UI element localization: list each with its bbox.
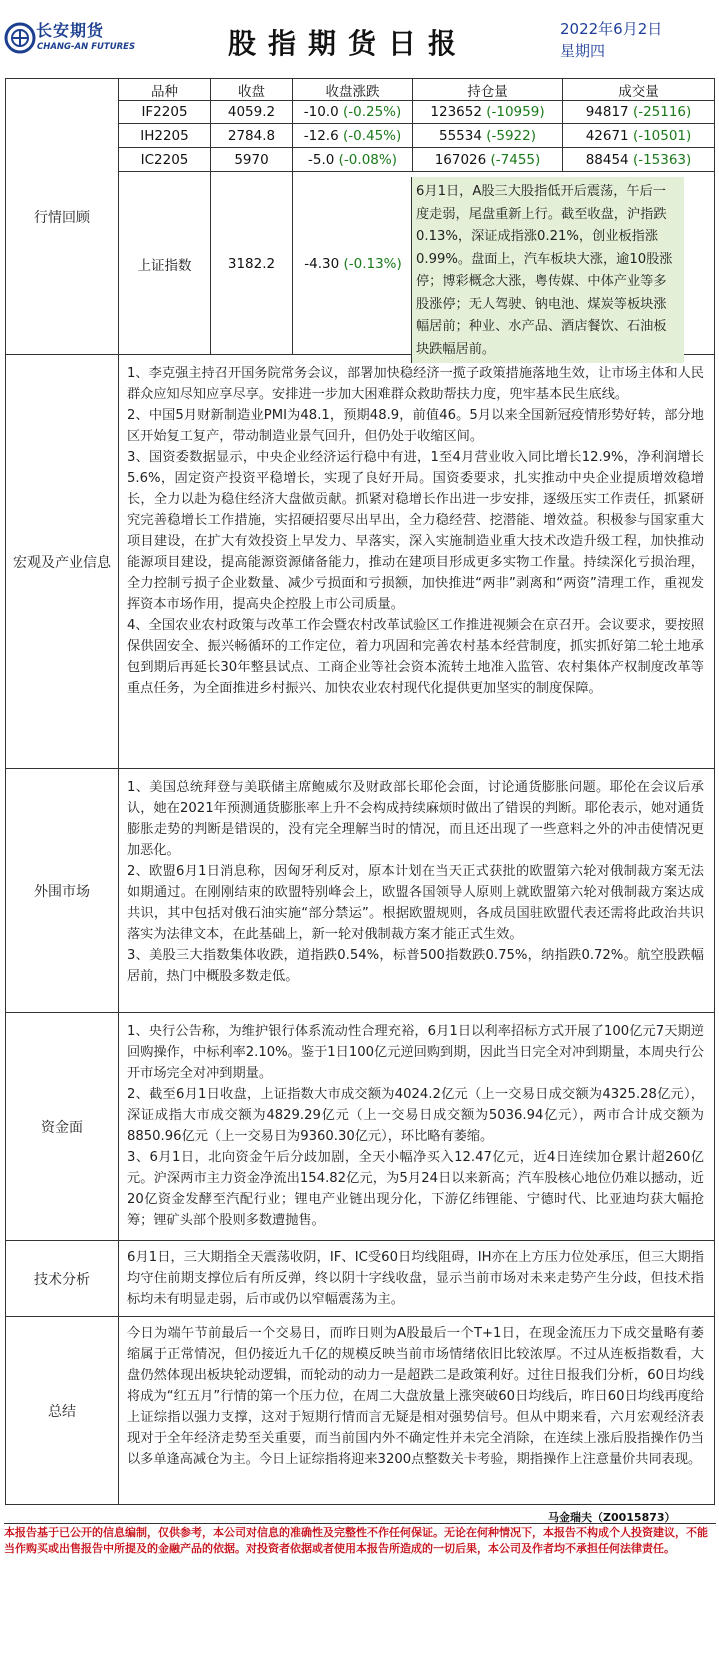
- volume-change: (-10501): [632, 127, 692, 144]
- col-header-volume: 成交量: [618, 83, 659, 100]
- author-signature: 马金瑞夫（Z0015873）: [548, 1511, 676, 1524]
- funds-content: [119, 1013, 714, 1240]
- macro-paragraph: 2、中国5月财新制造业PMI为48.1，预期48.9，前值46。5月以来全国新冠疫情形势好转，部分地区开始复工复产，带动制造业景气回升，但仍处于收缩区间。: [127, 408, 704, 444]
- tech-paragraph: 6月1日，三大期指全天震荡收阴，IF、IC受60日均线阻碍，IH亦在上方压力位处承压，但三大期指均守住前期支撑位后有所反弹，终以阴十字线收盘，显示当前市场对未来走势产生分歧，但技术指标均未有明显走弱，后市或仍以窄幅震荡为主。: [127, 1250, 704, 1307]
- report-date-block: [560, 18, 662, 62]
- market-review-text: 6月1日，A股三大股指低开后震荡，午后一度走弱，尾盘重新上行。截至收盘，沪指跌0.13%，深证成指涨0.21%，创业板指涨0.99%。盘面上，汽车板块大涨，逾10股涨停；博彩概念大涨，粤传媒、中体产业等多股涨停；无人驾驶、钠电池、煤炭等板块涨幅居前；种业、水产品、酒店餐饮、石油板块跌幅居前。: [411, 177, 684, 363]
- company-name-en: CHANG-AN FUTURES: [37, 42, 136, 52]
- oi-change: (-7455): [490, 151, 541, 168]
- summary-paragraph: 今日为端午节前最后一个交易日，而昨日则为A股最后一个T+1日，在现金流压力下成交量略有萎缩属于正常情况，但仍接近九千亿的规模反映当前市场情绪依旧比较浓厚。不过从连板指数看，大盘仍然体现出板块轮动逻辑，而轮动的动力一是超跌二是政策利好。过往日报我们分析，60日均线将成为“红五月”行情的第一个压力位，在周二大盘放量上涨突破60日均线后，昨日60日均线再度给上证综指以强力支撑，这对于短期行情而言无疑是相对强势信号。但从中期来看，六月宏观经济表现对于全年经济走势至关重要，而当前国内外不确定性并未完全消除，在连续上涨后股指操作仍当以多单逢高减仓为主。今日上证综指将迎来3200点整数关卡考验，期指操作上注意量价共同表现。: [127, 1326, 704, 1467]
- col-header-oi: 持仓量: [413, 79, 563, 100]
- contract-change: [293, 101, 413, 123]
- change-value: -12.6: [303, 127, 339, 144]
- contract-volume: [563, 101, 714, 123]
- volume-value: 88454: [585, 151, 629, 168]
- tech-section: [6, 1241, 714, 1317]
- index-change-pct: (-0.13%): [343, 255, 402, 272]
- contract-name: IH2205: [119, 124, 211, 147]
- report-grid: [5, 78, 715, 1505]
- foreign-section: [6, 769, 714, 1013]
- foreign-paragraph: 1、美国总统拜登与美联储主席鲍威尔及财政部长耶伦会面，讨论通货膨胀问题。耶伦在会议后承认，她在2021年预测通货膨胀率上升不会构成持续麻烦时做出了错误的判断。耶伦表示，她对通货膨胀走势的判断是错误的，没有完全理解当时的情况，而且还出现了一些意料之外的冲击使情况更加恶化。: [127, 780, 704, 858]
- foreign-paragraph: 3、美股三大指数集体收跌，道指跌0.54%，标普500指数跌0.75%，纳指跌0.72%。航空股跌幅居前，热门中概股多数走低。: [127, 948, 704, 984]
- contract-oi: [413, 124, 563, 147]
- oi-value: 167026: [434, 151, 487, 168]
- macro-paragraph: 1、李克强主持召开国务院常务会议，部署加快稳经济一揽子政策措施落地生效，让市场主体和人民群众应知尽知应享尽享。安排进一步加大困难群众救助帮扶力度，兜牢基本民生底线。: [127, 366, 704, 402]
- macro-paragraph: 4、全国农业农村政策与改革工作会暨农村改革试验区工作推进视频会在京召开。会议要求，要按照保供固安全、振兴畅循环的工作定位，着力巩固和完善农村基本经营制度，抓实抓好第二轮土地承包到期后再延长30年整县试点、工商企业等社会资本流转土地准入监管、农村集体产权制度改革等重点任务，为全面推进乡村振兴、加快农业农村现代化提供更加坚实的制度保障。: [127, 618, 704, 696]
- section-label-summary: 总结: [6, 1317, 119, 1504]
- contract-oi: [413, 101, 563, 123]
- change-value: -5.0: [308, 151, 335, 168]
- index-name: 上证指数: [119, 172, 211, 355]
- market-section: [6, 79, 714, 355]
- report-title: 股指期货日报: [228, 27, 469, 60]
- index-change: [293, 172, 413, 355]
- volume-value: 94817: [585, 104, 629, 120]
- volume-change: (-15363): [632, 151, 692, 168]
- index-change-value: -4.30: [304, 255, 340, 272]
- table-row: [119, 101, 714, 124]
- change-value: -10.0: [303, 104, 339, 120]
- col-header-change: 收盘涨跌: [293, 79, 413, 100]
- contract-close: 5970: [211, 148, 293, 171]
- volume-change: (-25116): [632, 104, 692, 120]
- foreign-content: [119, 769, 714, 1012]
- macro-content: [119, 355, 714, 768]
- oi-value: 123652: [430, 104, 482, 120]
- contract-oi: [413, 148, 563, 171]
- section-label-tech: 技术分析: [6, 1241, 119, 1316]
- funds-paragraph: 2、截至6月1日收盘，上证指数大市成交额为4024.2亿元（上一交易日成交额为4325.28亿元），深证成指大市成交额为4829.29亿元（上一交易日成交额为5036.94亿元），两市合计成交额为8850.96亿元（上一交易日为9360.30亿元），环比略有萎缩。: [127, 1087, 704, 1144]
- summary-section: [6, 1317, 714, 1504]
- oi-change: (-10959): [486, 104, 545, 120]
- report-weekday: 星期四: [560, 42, 606, 60]
- contract-change: [293, 148, 413, 171]
- section-label-funds: 资金面: [6, 1013, 119, 1240]
- table-row: [119, 148, 714, 172]
- table-row: [119, 124, 714, 148]
- market-header-row: [119, 79, 714, 101]
- contract-change: [293, 124, 413, 147]
- macro-section: [6, 355, 714, 769]
- change-pct: (-0.25%): [342, 104, 402, 120]
- section-label-foreign: 外围市场: [6, 769, 119, 1012]
- contract-close: 4059.2: [211, 101, 293, 123]
- report-header: [0, 0, 719, 78]
- index-close: 3182.2: [211, 172, 293, 355]
- section-label-market: 行情回顾: [6, 79, 119, 354]
- contract-volume: [563, 148, 714, 171]
- change-pct: (-0.08%): [338, 151, 397, 168]
- col-header-name: 品种: [119, 79, 211, 100]
- contract-volume: [563, 124, 714, 147]
- contract-close: 2784.8: [211, 124, 293, 147]
- company-name-cn: 长安期货: [36, 21, 105, 40]
- col-header-close: 收盘: [211, 79, 293, 100]
- volume-value: 42671: [585, 127, 629, 144]
- report-date: 2022年6月2日: [560, 20, 663, 38]
- summary-content: [119, 1317, 714, 1504]
- tech-content: [119, 1241, 714, 1316]
- funds-paragraph: 3、6月1日，北向资金午后分歧加剧，全天小幅净买入12.47亿元，近4日连续加仓累计超260亿元。沪深两市主力资金净流出154.82亿元，为5月24日以来新高；汽车股核心地位仍难以撼动，近20亿资金发酵至汽配行业；锂电产业链出现分化，下游亿纬锂能、宁德时代、比亚迪均获大幅抢筹；锂矿头部个股则多数遭抛售。: [127, 1150, 704, 1228]
- disclaimer-text: 本报告基于已公开的信息编制，仅供参考，本公司对信息的准确性及完整性不作任何保证。无论在何种情况下，本报告不构成个人投资建议，不能当作购买或出售报告中所提及的金融产品的依据。对投资者依据或者使用本报告所造成的一切后果，本公司及作者均不承担任何法律责任。: [4, 1523, 716, 1557]
- foreign-paragraph: 2、欧盟6月1日消息称，因匈牙利反对，原本计划在当天正式获批的欧盟第六轮对俄制裁方案无法如期通过。在刚刚结束的欧盟特别峰会上，欧盟各国领导人原则上就欧盟第六轮对俄制裁方案达成共识，其中包括对俄石油实施“部分禁运”。根据欧盟规则，各成员国驻欧盟代表还需将此政治共识落实为法律文本，在此基础上，新一轮对俄制裁方案才能正式生效。: [127, 864, 704, 942]
- change-pct: (-0.45%): [342, 127, 402, 144]
- oi-value: 55534: [438, 127, 482, 144]
- oi-change: (-5922): [486, 127, 536, 144]
- funds-paragraph: 1、央行公告称，为维护银行体系流动性合理充裕，6月1日以利率招标方式开展了100亿元7天期逆回购操作，中标利率2.10%。鉴于1日100亿元逆回购到期，因此当日完全对冲到期量，本周央行公开市场完全对冲到期量。: [127, 1024, 704, 1081]
- macro-paragraph: 3、国资委数据显示，中央企业经济运行稳中有进，1至4月营业收入同比增长12.9%，净利润增长5.6%，固定资产投资平稳增长，实现了良好开局。国资委要求，扎实推动中央企业提质增效稳增长，全力以赴为稳住经济大盘做贡献。抓紧对稳增长作出进一步安排，逐级压实工作责任，抓紧研究完善稳增长工作措施，实招硬招要尽出早出，全力稳经营、挖潜能、增效益。积极参与国家重大项目建设，在扩大有效投资上早发力、早落实，深入实施制造业重大技术改造升级工程，加快推动能源项目建设，提高能源资源储备能力，推动在建项目形成更多实物工作量。持续深化亏损治理，全力控制亏损子企业数量、减少亏损面和亏损额，加快推进“两非”剥离和“两资”清理工作，重视发挥资本市场作用，提高央企控股上市公司质量。: [127, 450, 704, 612]
- section-label-macro: 宏观及产业信息: [6, 355, 119, 768]
- contract-name: IF2205: [119, 101, 211, 123]
- contract-name: IC2205: [119, 148, 211, 171]
- funds-section: [6, 1013, 714, 1241]
